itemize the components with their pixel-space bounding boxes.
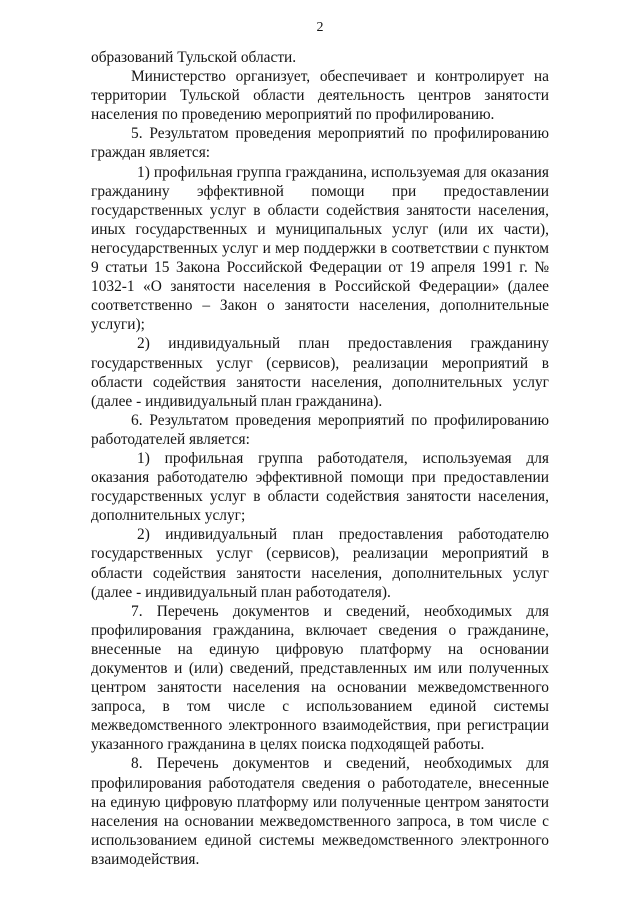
- paragraph-5-item-1: 1) профильная группа гражданина, используемая для оказания гражданину эффективной помощи при предоставлении государственных услуг в области содействия занятости населения, иных государственных и муниципальных услуг (или их части), негосударственных услуг и мер поддержки в соответствии с пунктом 9 статьи 15 Закона Российской Федерации от 19 апреля 1991 г. № 1032-1 «О занятости населения в Российской Федерации» (далее соответственно – Закон о занятости населения, дополнительные услуги);: [91, 163, 549, 334]
- paragraph-6-item-1: 1) профильная группа работодателя, используемая для оказания работодателю эффективной помощи при предоставлении государственных услуг в области содействия занятости населения, дополнительных услуг;: [91, 449, 549, 525]
- paragraph-5-heading: 5. Результатом проведения мероприятий по профилированию граждан является:: [91, 125, 549, 162]
- paragraph-ministry-role: Министерство организует, обеспечивает и контролирует на территории Тульской области деятельность центров занятости населения по проведению мероприятий по профилированию.: [91, 68, 549, 124]
- paragraph-7: 7. Перечень документов и сведений, необходимых для профилирования гражданина, включает сведения о гражданине, внесенные на единую цифровую платформу на основании документов и (или) сведений, представленных им или полученных центром занятости населения на основании межведомственного запроса, в том числе с использованием единой системы межведомственного электронного взаимодействия, при регистрации указанного гражданина в целях поиска подходящей работы.: [91, 602, 549, 754]
- paragraph-continuation: образований Тульской области.: [91, 49, 297, 66]
- paragraph-6-heading: 6. Результатом проведения мероприятий по профилированию работодателей является:: [91, 411, 549, 448]
- paragraph-8: 8. Перечень документов и сведений, необходимых для профилирования работодателя сведения о работодателе, внесенные на единую цифровую платформу или полученные центром занятости населения на основании межведомственного запроса, в том числе с использованием единой системы межведомственного электронного взаимодействия.: [91, 755, 549, 868]
- paragraph-5-item-2: 2) индивидуальный план предоставления гражданину государственных услуг (сервисов), реализации мероприятий в области содействия занятости населения, дополнительных услуг (далее - индивидуальный план гражданина).: [91, 335, 549, 410]
- document-body: [91, 48, 549, 869]
- page-number: 2: [316, 20, 324, 35]
- paragraph-6-item-2: 2) индивидуальный план предоставления работодателю государственных услуг (сервисов), реализации мероприятий в области содействия занятости населения, дополнительных услуг (далее - индивидуальный план работодателя).: [91, 526, 549, 601]
